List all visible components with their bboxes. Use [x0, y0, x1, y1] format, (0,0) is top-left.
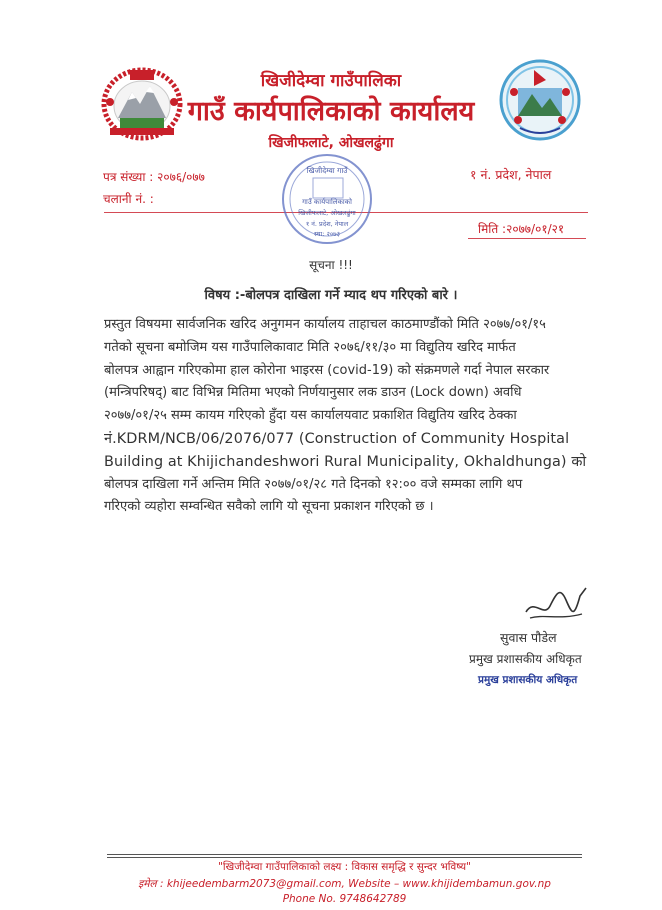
signatory-title: प्रमुख प्रशासकीय अधिकृत: [469, 652, 582, 666]
office-address: खिजीफलाटे, ओखलढुंगा: [268, 135, 394, 151]
date-underline: [468, 238, 586, 239]
dispatch-number: चलानी नं. :: [103, 192, 154, 206]
municipality-name: खिजीदेम्वा गाउँपालिका: [260, 71, 402, 91]
notice-body: [104, 314, 592, 519]
footer-motto: "खिजीदेम्वा गाउँपालिकाको लक्ष्य : विकास समृद्धि र सुन्दर भविष्य": [218, 861, 471, 873]
stamp-line-4: १ नं. प्रदेश, नेपाल: [305, 220, 349, 228]
body-line-1: प्रस्तुत विषयमा सार्वजनिक खरिद अनुगमन कार्यालय ताहाचल काठमाण्डौंको मिति २०७७/०१/१५: [104, 317, 546, 332]
body-line-7: Building at Khijichandeshwori Rural Municipality, Okhaldhunga) को: [104, 453, 587, 470]
notice-title: सूचना !!!: [309, 258, 353, 272]
notice-subject: विषय :-बोलपत्र दाखिला गर्ने म्याद थप गरिएको बारे ।: [204, 288, 458, 303]
handwritten-signature: [520, 578, 592, 626]
footer-divider-bottom: [107, 857, 582, 858]
reference-number: पत्र संख्या : २०७६/०७७: [103, 170, 205, 184]
province-label: १ नं. प्रदेश, नेपाल: [470, 167, 552, 182]
signatory-name: सुवास पौडेल: [500, 630, 557, 645]
stamp-line-3: खिजीफलाटे, ओखलढुंगा: [298, 209, 356, 217]
footer-phone: Phone No. 9748642789: [282, 893, 407, 905]
body-line-8: बोलपत्र दाखिला गर्ने अन्तिम मिति २०७७/०१/२८ गते दिनको १२:०० वजे सम्मका लागि थप: [104, 476, 523, 492]
body-line-6: नं.KDRM/NCB/06/2076/077 (Construction of Community Hospital: [104, 430, 570, 447]
footer-contact: इमेल : khijeedembarm2073@gmail.com, Website – www.khijidembamun.gov.np: [138, 878, 551, 890]
stamp-line-1: खिजीदेम्वा गाउँ: [306, 166, 348, 175]
body-line-4: (मन्त्रिपरिषद्) बाट विभिन्न मितिमा भएको निर्णयानुसार लक डाउन (Lock down) अवधि: [104, 385, 522, 401]
body-line-5: २०७७/०१/२५ सम्म कायम गरिएको हुँदा यस कार्यालयवाट प्रकाशित विद्युतिय खरिद ठेक्का: [104, 408, 517, 424]
footer-divider-top: [107, 854, 582, 855]
office-title: गाउँ कार्यपालिकाको कार्यालय: [187, 96, 475, 127]
body-line-9: गरिएको व्यहोरा सम्वन्धित सवैको लागि यो सूचना प्रकाशन गरिएको छ ।: [104, 499, 434, 515]
office-round-stamp: [280, 152, 374, 246]
body-line-3: बोलपत्र आह्वान गरिएकोमा हाल कोरोना भाइरस (covid-19) को संक्रमणले गर्दा नेपाल सरकार: [104, 362, 550, 378]
stamp-line-5: स्था: २०७३: [313, 230, 340, 238]
letter-date: मिति :२०७७/०१/२१: [478, 222, 565, 236]
body-line-2: गतेको सूचना बमोजिम यस गाउँपालिकावाट मिति २०७६/११/३० मा विद्युतिय खरिद मार्फत: [104, 339, 516, 355]
signatory-title-stamp: प्रमुख प्रशासकीय अधिकृत: [478, 674, 578, 686]
stamp-line-2: गाउँ कार्यपालिकाको: [302, 198, 352, 206]
